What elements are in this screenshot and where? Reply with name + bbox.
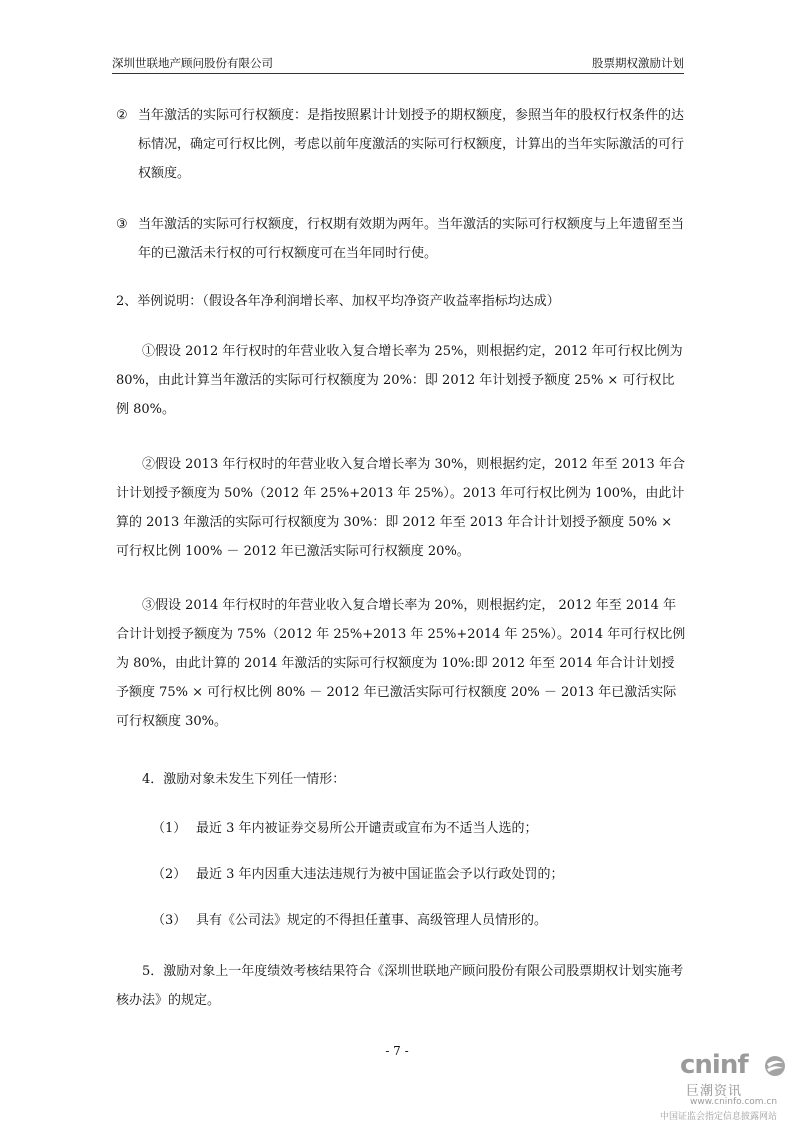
condition-item [152,906,547,935]
watermark-url: www.cninfo.com.cn [690,1097,778,1107]
condition-label: （1） [152,821,187,836]
list-item [116,210,686,268]
watermark-tagline: 中国证监会指定信息披露网站 [660,1112,778,1122]
section-4-title: 4．激励对象未发生下列任一情形： [142,772,346,787]
example-paragraph: ②假设 2013 年行权时的年营业收入复合增长率为 30%，则根据约定，2012 年至 2013 年合计计划授予额度为 50%（2012 年 25%+2013 年 25%）。2013 年可行权比例为 100%，由此计算的 2013 年激活的实际可行权额度为 30%：即 2012 年至 2013 年合计计划授予额度 50% × 可行权比例 100% － 2012 年已激活实际可行权额度 20%。 [116,457,685,559]
header-company: 深圳世联地产顾问股份有限公司 [112,56,273,70]
condition-text: 具有《公司法》规定的不得担任董事、高级管理人员情形的。 [196,913,548,928]
example-paragraph: ③假设 2014 年行权时的年营业收入复合增长率为 20%，则根据约定， 2012 年至 2014 年合计计划授予额度为 75%（2012 年 25%+2013 年 25%+2014 年 25%）。2014 年可行权比例为 80%，由此计算的 2014 年激活的实际可行权额度为 10%:即 2012 年至 2014 年合计计划授予额度 75% × 可行权比例 80% － 2012 年已激活实际可行权额度 20% － 2013 年已激活实际可行权额度 30%。 [116,598,686,729]
page-header [112,55,684,75]
item-number: ③ [116,217,128,232]
header-rule [112,73,684,74]
condition-text: 最近 3 年内因重大违法违规行为被中国证监会予以行政处罚的； [196,867,564,882]
cninfo-watermark-logo [660,1050,792,1122]
condition-item [152,860,564,889]
example-heading: 2、举例说明：（假设各年净利润增长率、加权平均净资产收益率指标均达成） [116,294,560,309]
item-number: ② [116,108,128,123]
watermark-brand: cninf [680,1050,748,1080]
cninfo-swirl-icon [763,1054,787,1078]
header-doc-title: 股票期权激励计划 [592,56,684,70]
item-text: 当年激活的实际可行权额度：是指按照累计计划授予的期权额度，参照当年的股权行权条件的达标情况，确定可行权比例，考虑以前年度激活的实际可行权额度，计算出的当年实际激活的可行权额度。 [138,108,685,181]
page-number: - 7 - [385,1044,409,1058]
condition-label: （3） [152,913,187,928]
condition-text: 最近 3 年内被证券交易所公开谴责或宣布为不适当人选的； [196,821,538,836]
example-paragraph: ①假设 2012 年行权时的年营业收入复合增长率为 25%，则根据约定，2012 年可行权比例为 80%，由此计算当年激活的实际可行权额度为 20%：即 2012 年计划授予额度 25% × 可行权比例 80%。 [116,344,683,417]
list-item [116,101,686,188]
condition-label: （2） [152,867,187,882]
section-5-paragraph: 5．激励对象上一年度绩效考核结果符合《深圳世联地产顾问股份有限公司股票期权计划实施考核办法》的规定。 [116,964,684,1008]
item-text: 当年激活的实际可行权额度，行权期有效期为两年。当年激活的实际可行权额度与上年遗留至当年的已激活未行权的可行权额度可在当年同时行使。 [138,217,685,261]
condition-item [152,814,538,843]
watermark-brand-cn: 巨潮资讯 [686,1084,743,1099]
